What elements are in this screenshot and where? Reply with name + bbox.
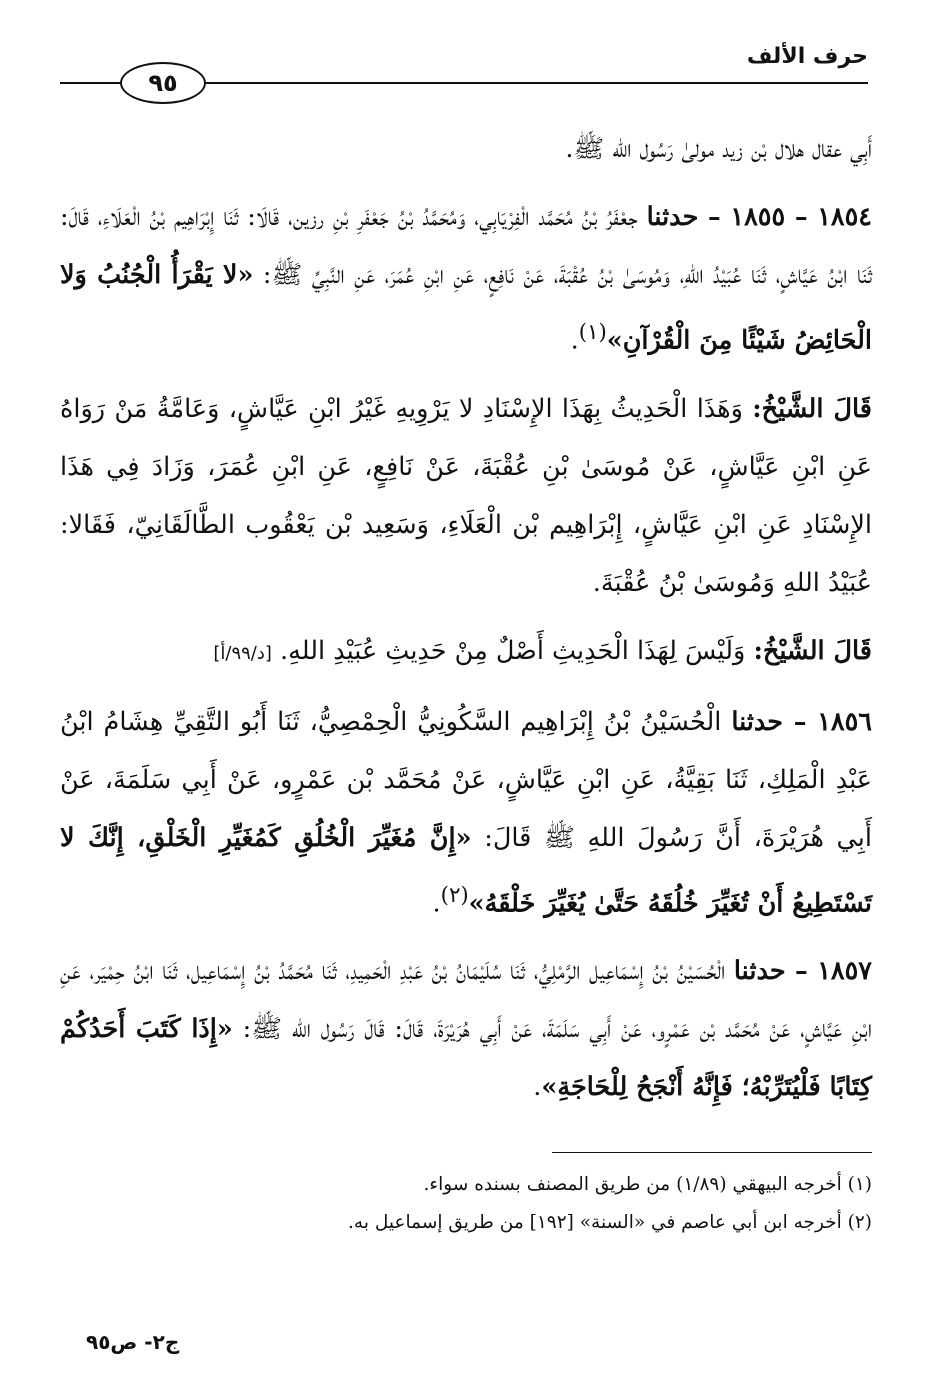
- isnad-text: جعْفَرُ بْنُ مُحَمَّد الْفِرْيَابِي، وَمُحَمَّدُ بْنُ جَعْفَرِ بْنِ رزين، قَالَا: ثَنَا إِبْرَاهِيم بْنُ الْعَلَاءِ، قَالَ: ثَنَا ابْنُ عَيَّاشٍ، ثَنَا عُبَيْدُ اللهِ، وَمُوسَىٰ بْنُ عُقْبَةَ، عَنْ نَافِعٍ، عَنِ ابْنِ عُمَرَ، عَنِ النَّبِيِّ ﷺ:: [60, 202, 872, 290]
- paragraph-0: [60, 120, 872, 178]
- paragraph-end: .: [432, 888, 441, 918]
- shaykh-lead: قَالَ الشَّيْخُ:: [753, 635, 872, 666]
- paragraph-0-text: أَبِي عقال هلال بْن زيد مولىٰ رَسُول الله ﷺ.: [565, 134, 872, 164]
- shaykh-comment-2: [60, 622, 872, 683]
- comment-text: وَلَيْسَ لِهَذَا الْحَدِيثِ أَصْلٌ مِنْ حَدِيثِ عُبَيْدِ اللهِ.: [280, 635, 754, 666]
- isnad-text: الْحُسَيْنُ بْنُ إِبْرَاهِيم السَّكُونِيُّ الْحِمْصِيُّ، ثَنَا أَبُو التَّقِيِّ هِشَامُ ابْنُ عَبْدِ الْمَلِكِ، ثَنَا بَقِيَّةُ، عَنِ ابْنِ عَيَّاشٍ، عَنْ مُحَمَّد بْن عَمْرٍو، عَنْ أَبِي سَلَمَةَ، عَنْ أَبِي هُرَيْرَةَ، أَنَّ رَسُولَ اللهِ ﷺ قَالَ:: [60, 706, 872, 853]
- footnotes: [60, 1166, 872, 1242]
- hadith-number-lead: ١٨٥٤ – ١٨٥٥ – حدثنا: [646, 202, 873, 232]
- comment-text: وَهَذَا الْحَدِيثُ بِهَذَا الإِسْنَادِ لا يَرْوِيهِ غَيْرُ ابْنِ عَيَّاشٍ، وَعَامَّةُ مَنْ رَوَاهُ عَنِ ابْنِ عَيَّاشٍ، عَنْ مُوسَىٰ بْنِ عُقْبَةَ، عَنْ نَافِعٍ، عَنِ ابْنِ عُمَرَ، وَزَادَ فِي هَذَا الإِسْنَادِ عَنِ ابْنِ عَيَّاشٍ، إِبْرَاهِيم بْن الْعَلَاءِ، وَسَعِيد بْن يَعْقُوب الطَّالَقَانِيّ، فَقَالا: عُبَيْدُ اللهِ وَمُوسَىٰ بْنُ عُقْبَةَ.: [60, 393, 872, 598]
- footnote-1: (١) أخرجه البيهقي (١/٨٩) من طريق المصنف بسنده سواء.: [423, 1174, 872, 1195]
- hadith-number-lead: ١٨٥٦ – حدثنا: [731, 706, 873, 737]
- page-number: ٩٥: [148, 69, 178, 97]
- main-text: [60, 120, 872, 1116]
- footnote-2: (٢) أخرجه ابن أبي عاصم في «السنة» [١٩٢] من طريق إسماعيل به.: [348, 1212, 872, 1233]
- paragraph-end: .: [533, 1072, 542, 1102]
- footnote-rule: [552, 1152, 872, 1153]
- running-title: حرف الألف: [746, 44, 868, 69]
- hadith-1857: [60, 942, 872, 1116]
- page-number-badge: [120, 62, 206, 104]
- hadith-1856: [60, 693, 872, 933]
- hadith-number-lead: ١٨٥٧ – حدثنا: [733, 956, 872, 986]
- hadith-matn: «لا يَقْرَأُ الْجُنُبُ وَلا الْحَائِضُ شَيْئًا مِنَ الْقُرْآنِ»: [60, 260, 872, 356]
- footnote-ref-2: (٢): [440, 882, 469, 908]
- paragraph-end: .: [570, 325, 579, 356]
- footnote-ref-1: (١): [578, 320, 607, 345]
- shaykh-lead: قَالَ الشَّيْخُ:: [752, 393, 872, 424]
- hadith-matn: «إِذَا كَتَبَ أَحَدُكُمْ كِتَابًا فَلْيُتَرِّبْهُ؛ فَإِنَّهُ أَنْجَحُ لِلْحَاجَةِ»: [60, 1014, 872, 1102]
- hadith-matn: «إِنَّ مُغَيِّرَ الْخُلُقِ كَمُغَيِّرِ الْخَلْقِ، إِنَّكَ لا تَسْتَطِيعُ أَنْ تُغَيِّرَ خُلُقَهُ حَتَّىٰ يُغَيِّرَ خَلْقَهُ»: [60, 822, 872, 918]
- isnad-text: الْحُسَيْنُ بْنُ إِسْمَاعِيل الرَّمْلِيُّ، ثَنَا سُلَيْمَانُ بْنُ عَبْدِ الْحَمِيدِ، ثَنَا مُحَمَّدُ بْنُ إِسْمَاعِيل، ثَنَا ابْنُ حِمْيَر، عَنِ ابْنِ عَيَّاشٍ، عَنْ مُحَمَّد بْن عَمْرٍو، عَنْ أَبِي سَلَمَةَ، عَنْ أَبِي هُرَيْرَةَ، قَالَ: قَالَ رَسُول الله ﷺ:: [60, 956, 872, 1044]
- shaykh-comment-1: [60, 380, 872, 612]
- manuscript-folio: [د/٩٩/أ]: [213, 642, 272, 664]
- volume-page-marker: ج٢- ص٩٥: [86, 1330, 180, 1354]
- hadith-1854-1855: [60, 188, 872, 370]
